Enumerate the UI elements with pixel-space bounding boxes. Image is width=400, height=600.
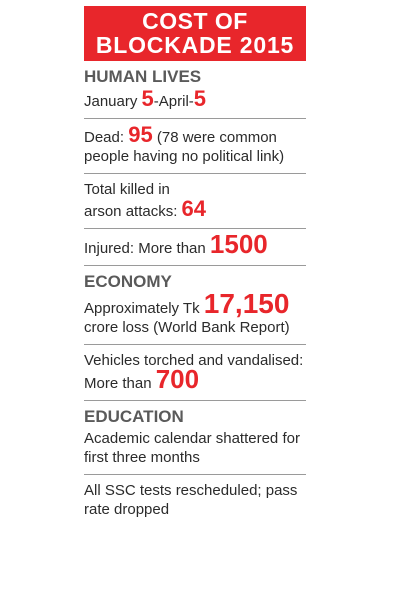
dead-value: 95 [128,122,153,147]
section-heading-economy: ECONOMY [84,272,172,291]
title-banner [84,6,306,61]
period-start-day: 5 [141,86,154,111]
arson-label-2: arson attacks: [84,203,182,220]
period-item [84,87,306,116]
arson-value: 64 [181,196,207,221]
infographic [84,6,306,524]
divider [84,173,306,174]
loss-prefix: Approximately Tk [84,300,204,317]
vehicles-value: 700 [155,364,200,394]
divider [84,265,306,266]
vehicles-item [84,349,306,398]
calendar-item: Academic calendar shattered for first three months [84,430,300,466]
loss-suffix: crore loss (World Bank Report) [84,319,290,336]
dead-label: Dead: [84,129,129,146]
period-mid: -April- [153,93,194,110]
dead-item [84,123,306,171]
divider [84,118,306,119]
divider [84,228,306,229]
divider [84,344,306,345]
loss-value: 17,150 [203,288,290,319]
injured-value: 1500 [209,229,268,259]
vehicles-label: Vehicles torched and vandalised: [84,352,304,369]
injured-label: Injured: More than [84,240,210,257]
arson-item [84,178,306,226]
ssc-item: All SSC tests rescheduled; pass rate dropped [84,482,298,518]
arson-label-1: Total killed in [84,181,170,198]
section-heading-human-lives: HUMAN LIVES [84,67,202,86]
dead-note: (78 were common people having no political link) [84,129,285,165]
title-line-2: BLOCKADE 2015 [95,32,295,58]
divider [84,474,306,475]
injured-item [84,229,306,263]
period-prefix: January [84,93,142,110]
vehicles-more: More than [84,375,156,392]
title-line-1: COST OF [142,8,248,34]
loss-item [84,288,306,342]
period-end-day: 5 [193,86,207,111]
divider [84,400,306,401]
section-heading-education: EDUCATION [84,407,184,426]
